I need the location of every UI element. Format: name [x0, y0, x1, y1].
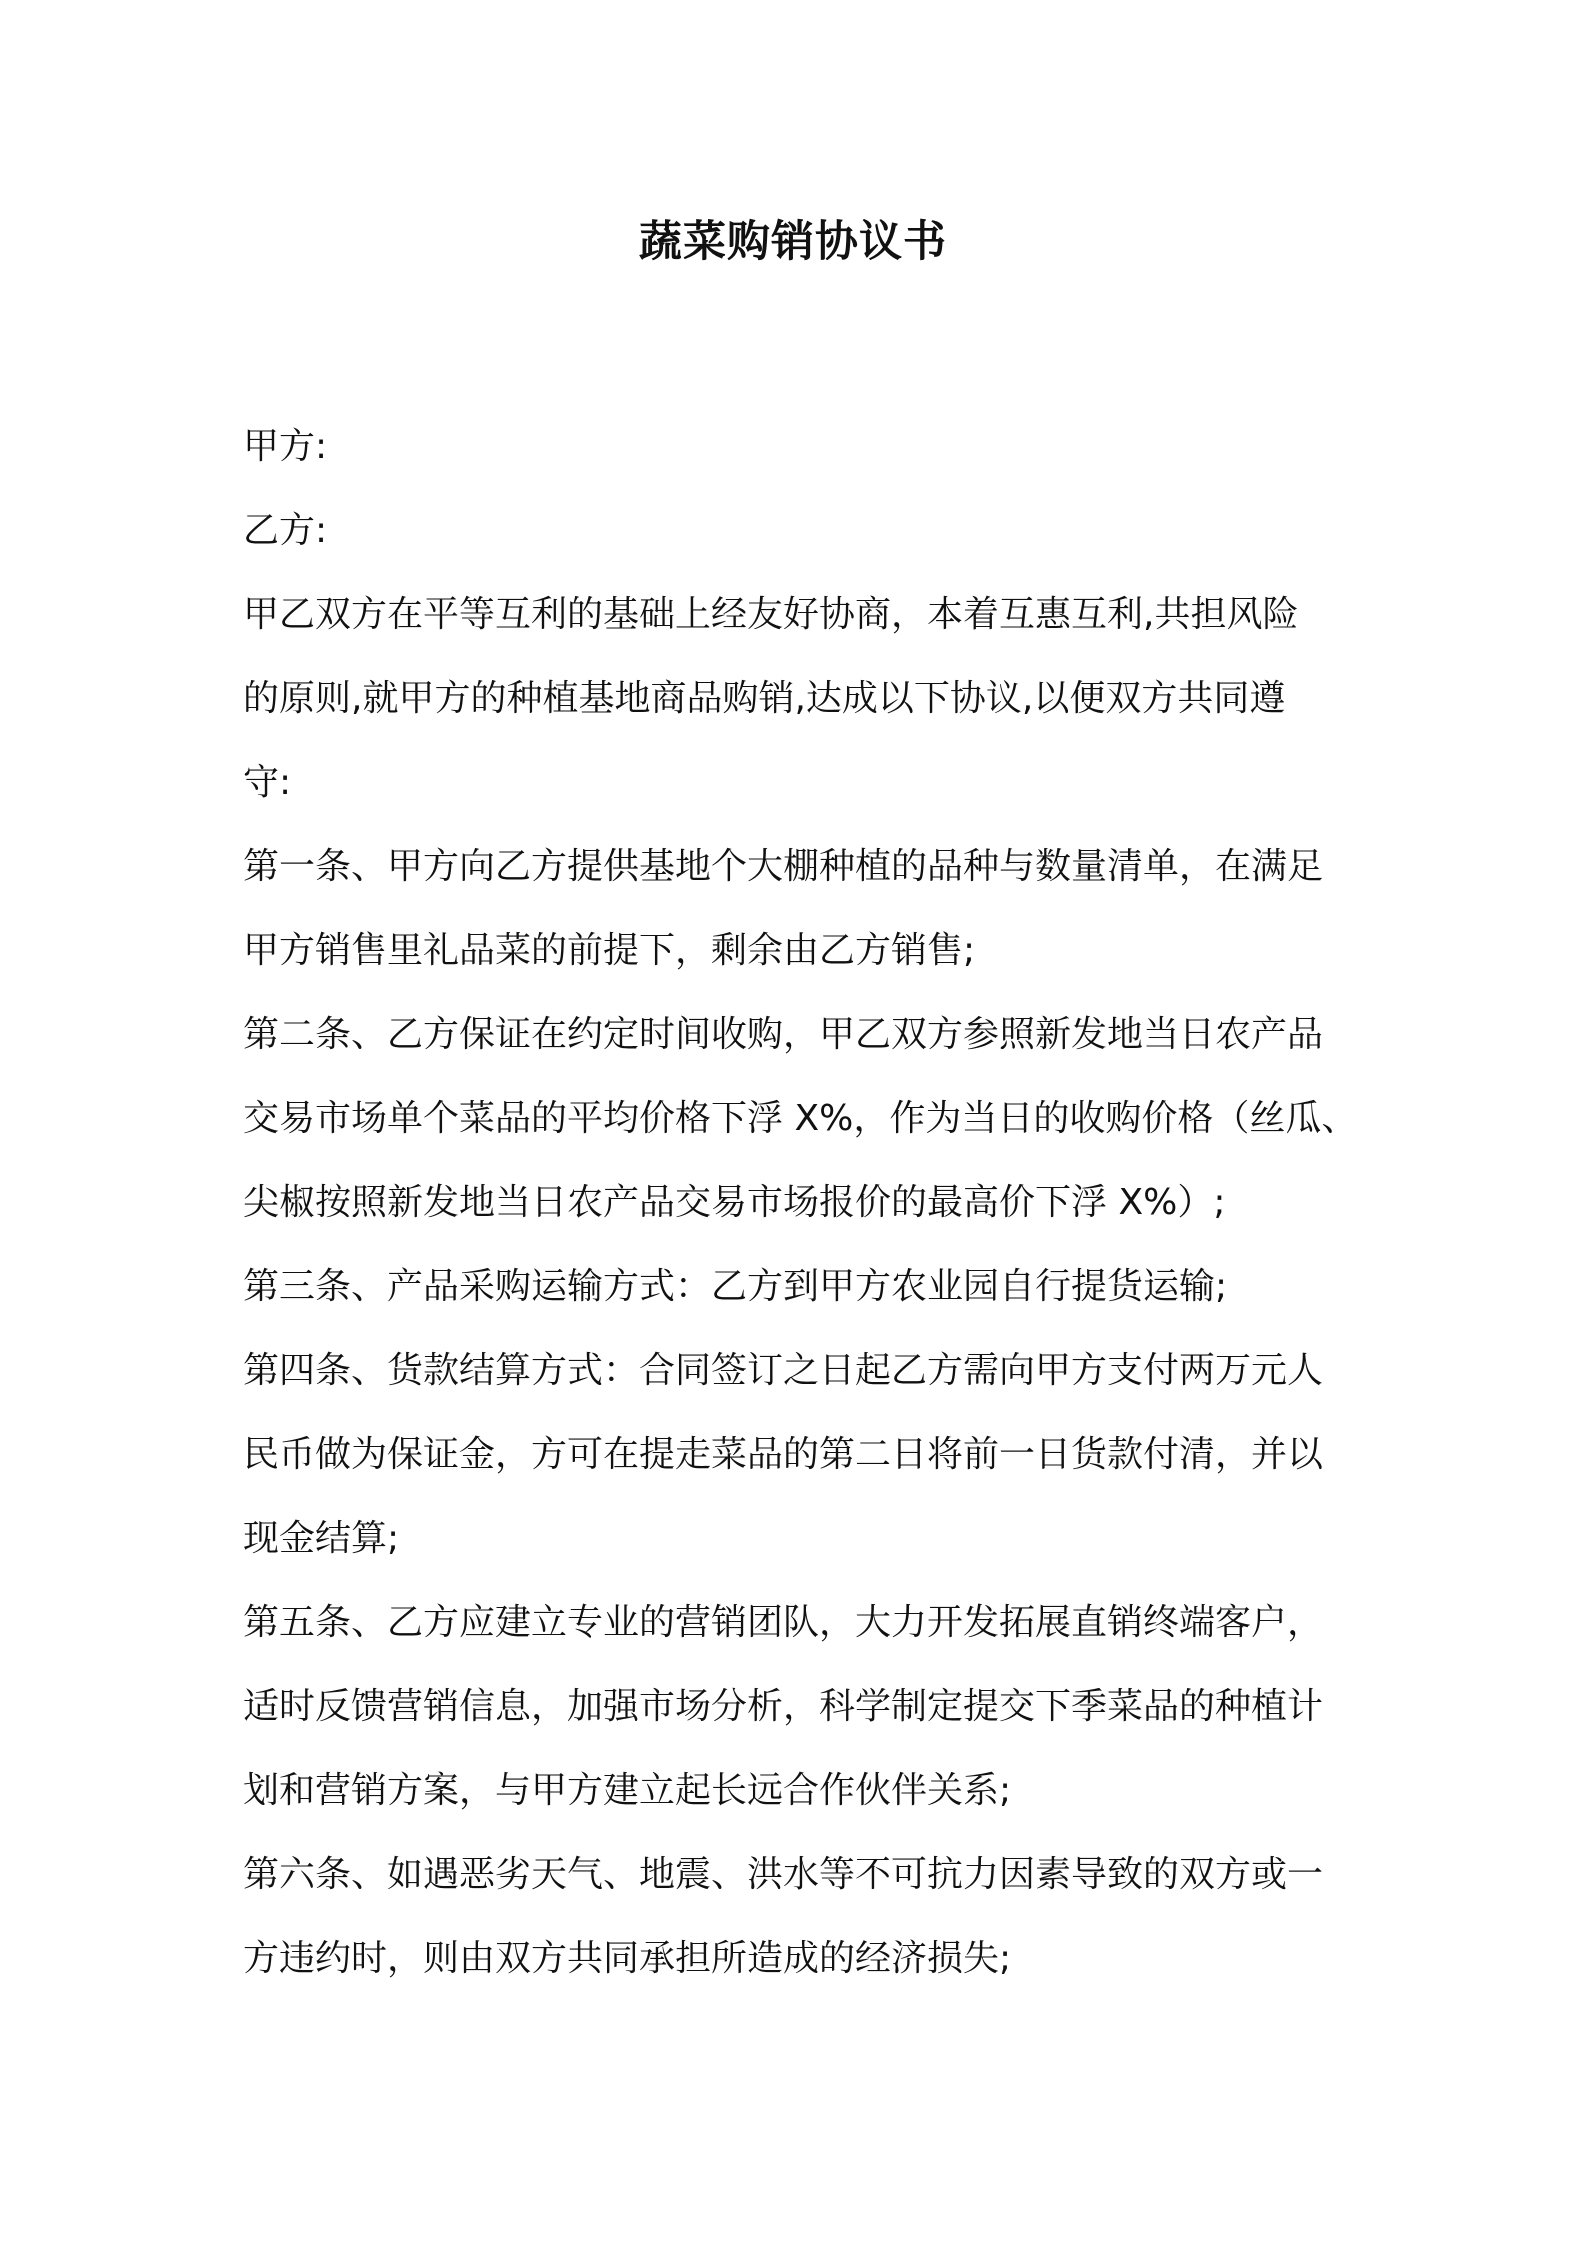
- document-title: 蔬菜购销协议书: [639, 217, 947, 267]
- article-1-line-1: 第一条、甲方向乙方提供基地个大棚种植的品种与数量清单，在满足: [243, 846, 1324, 887]
- article-2-line-2: 交易市场单个菜品的平均价格下浮 X%，作为当日的收购价格（丝瓜、: [243, 1098, 1358, 1139]
- article-3-line-1: 第三条、产品采购运输方式：乙方到甲方农业园自行提货运输;: [243, 1266, 1228, 1307]
- preamble-line-3: 守:: [243, 762, 292, 803]
- article-6-line-2: 方违约时，则由双方共同承担所造成的经济损失;: [243, 1938, 1012, 1979]
- party-a-line: 甲方:: [243, 426, 328, 467]
- article-5-line-1: 第五条、乙方应建立专业的营销团队，大力开发拓展直销终端客户，: [243, 1602, 1324, 1643]
- preamble-line-2: 的原则,就甲方的种植基地商品购销,达成以下协议,以便双方共同遵: [243, 678, 1286, 719]
- article-1-line-2: 甲方销售里礼品菜的前提下，剩余由乙方销售;: [243, 930, 976, 971]
- preamble-line-1: 甲乙双方在平等互利的基础上经友好协商，本着互惠互利,共担风险: [243, 594, 1299, 635]
- document-body: [243, 405, 1358, 2001]
- article-4-line-1: 第四条、货款结算方式：合同签订之日起乙方需向甲方支付两万元人: [243, 1350, 1324, 1391]
- article-2-line-3: 尖椒按照新发地当日农产品交易市场报价的最高价下浮 X%）;: [243, 1182, 1226, 1223]
- article-4-line-2: 民币做为保证金，方可在提走菜品的第二日将前一日货款付清，并以: [243, 1434, 1324, 1475]
- article-4-line-3: 现金结算;: [243, 1518, 400, 1559]
- party-b-line: 乙方:: [243, 510, 328, 551]
- article-5-line-2: 适时反馈营销信息，加强市场分析，科学制定提交下季菜品的种植计: [243, 1686, 1324, 1727]
- article-5-line-3: 划和营销方案，与甲方建立起长远合作伙伴关系;: [243, 1770, 1012, 1811]
- article-2-line-1: 第二条、乙方保证在约定时间收购，甲乙双方参照新发地当日农产品: [243, 1014, 1324, 1055]
- article-6-line-1: 第六条、如遇恶劣天气、地震、洪水等不可抗力因素导致的双方或一: [243, 1854, 1324, 1895]
